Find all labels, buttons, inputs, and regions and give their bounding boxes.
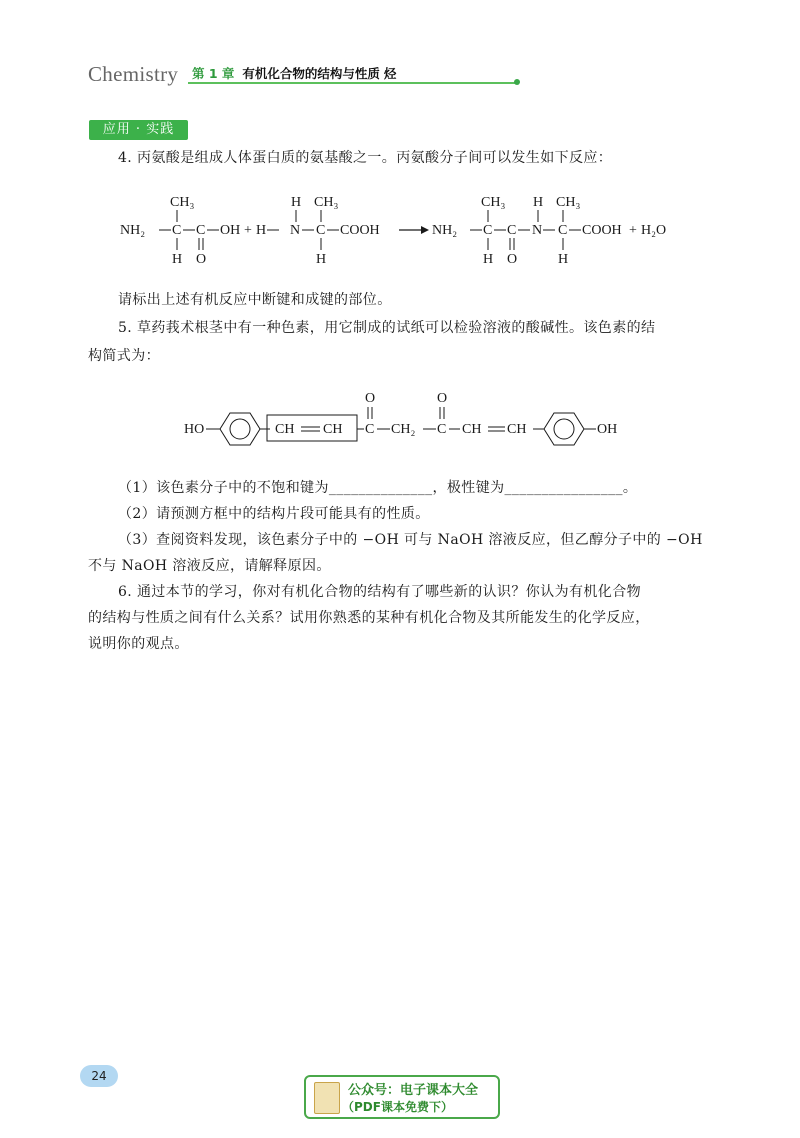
p-cooh: COOH	[582, 223, 622, 238]
watermark-line2: （PDF课本免费下）	[342, 1100, 453, 1114]
page-header	[88, 62, 428, 88]
r2-n2: N	[290, 223, 301, 238]
chapter-title: 有机化合物的结构与性质	[242, 66, 380, 81]
question-6-line2: 的结构与性质之间有什么关系？试用你熟悉的某种有机化合物及其所能发生的化学反应，	[88, 610, 650, 626]
p-ch3-2: CH₃	[556, 195, 581, 210]
header-dot	[514, 79, 520, 85]
p-nh2: NH₂	[432, 223, 458, 238]
question-5-line1: 5. 草药莪术根茎中有一种色素，用它制成的试纸可以检验溶液的酸碱性。该色素的结	[118, 320, 656, 336]
r2-h-left: H	[256, 223, 267, 238]
question-5-sub3-line2: 不与 NaOH 溶液反应，请解释原因。	[88, 558, 331, 574]
pg-ch2: CH	[323, 422, 343, 437]
r1-h: H	[172, 252, 183, 267]
watermark-line1: 公众号：电子课本大全	[348, 1083, 479, 1098]
pg-c1: C	[365, 422, 375, 437]
pg-ho-left: HO	[184, 422, 205, 437]
plus-1: +	[244, 223, 252, 238]
r1-nh2: NH₂	[120, 223, 146, 238]
question-5-sub3-line1: （3）查阅资料发现，该色素分子中的 −OH 可与 NaOH 溶液反应，但乙醇分子中的 −OH	[118, 532, 703, 548]
pg-ch1: CH	[275, 422, 295, 437]
r1-oh: OH	[220, 223, 241, 238]
pg-ch3: CH	[462, 422, 482, 437]
pg-c2: C	[437, 422, 447, 437]
p-h2: H	[558, 252, 569, 267]
r2-c: C	[316, 223, 326, 238]
pg-oh-right: OH	[597, 422, 618, 437]
pg-ch2-mid: CH₂	[391, 422, 416, 437]
r1-c1: C	[172, 223, 182, 238]
r1-ch3: CH₃	[170, 195, 195, 210]
question-5-line2: 构简式为：	[88, 348, 160, 364]
watermark-badge	[304, 1075, 500, 1119]
pg-o1: O	[365, 391, 376, 406]
question-6-line1: 6. 通过本节的学习，你对有机化合物的结构有了哪些新的认识？你认为有机化合物	[118, 584, 642, 600]
p-o: O	[507, 252, 518, 267]
r2-ch3: CH₃	[314, 195, 339, 210]
p-c3: C	[558, 223, 568, 238]
question-5-sub1: （1）该色素分子中的不饱和键为______________，极性键为________________。	[118, 480, 638, 496]
pg-o2: O	[437, 391, 448, 406]
chapter-subtitle: 烃	[383, 66, 397, 81]
r2-h-bottom: H	[316, 252, 327, 267]
r1-c2: C	[196, 223, 206, 238]
r1-o: O	[196, 252, 207, 267]
question-4-text: 4. 丙氨酸是组成人体蛋白质的氨基酸之一。丙氨酸分子间可以发生如下反应：	[118, 150, 613, 166]
r2-cooh: COOH	[340, 223, 380, 238]
p-c1: C	[483, 223, 493, 238]
chapter-number: 第 1 章	[192, 66, 235, 81]
brand-title: Chemistry	[88, 62, 179, 86]
page-number: 24	[80, 1065, 118, 1087]
r2-h-top: H	[291, 195, 302, 210]
section-tag: 应用 · 实践	[89, 120, 188, 140]
pg-ch4: CH	[507, 422, 527, 437]
p-ch3-1: CH₃	[481, 195, 506, 210]
question-6-line3: 说明你的观点。	[88, 636, 189, 652]
reaction-equation	[115, 188, 705, 278]
p-h-n: H	[533, 195, 544, 210]
book-icon	[314, 1082, 340, 1114]
p-h1: H	[483, 252, 494, 267]
p-n: N	[532, 223, 543, 238]
question-4-instruction: 请标出上述有机反应中断键和成键的部位。	[118, 292, 392, 308]
p-c2: C	[507, 223, 517, 238]
plus-2: +	[629, 223, 637, 238]
pigment-structure	[180, 385, 640, 455]
chapter-heading	[192, 64, 396, 82]
question-5-sub2: （2）请预测方框中的结构片段可能具有的性质。	[118, 506, 430, 522]
p-h2o: H₂O	[641, 223, 667, 238]
header-rule	[188, 82, 518, 84]
